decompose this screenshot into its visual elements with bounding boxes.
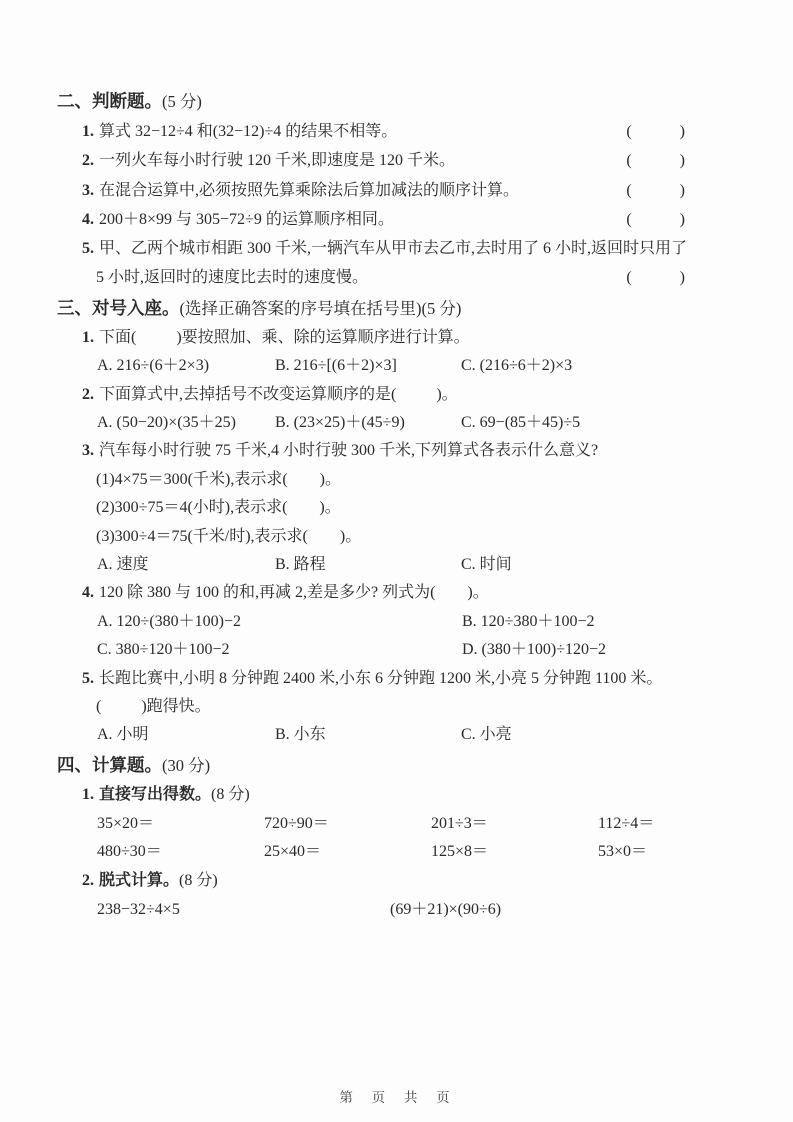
sub-question-text: (2)300÷75＝4(小时),表示求( )。 (96, 499, 341, 517)
sub-number: 2. (82, 872, 94, 890)
question-text-continued: ( )跑得快。 (96, 698, 211, 716)
page-footer: 第 页 共 页 (339, 1090, 454, 1105)
question-text: 长跑比赛中,小明 8 分钟跑 2400 米,小东 6 分钟跑 1200 米,小亮 5 分钟跑 1100 米。 (99, 669, 663, 687)
question-text: 汽车每小时行驶 75 千米,4 小时行驶 300 千米,下列算式各表示什么意义? (99, 442, 599, 460)
judgment-item-2 (57, 146, 741, 175)
sub-title: 直接写出得数。 (99, 785, 212, 803)
question-number: 3. (82, 181, 94, 199)
question-text: 算式 32−12÷4 和(32−12)÷4 的结果不相等。 (99, 123, 398, 140)
question-number: 1. (82, 328, 94, 346)
choice-question-5-continued (57, 693, 741, 721)
choice-question-2 (57, 381, 741, 409)
mental-math-row-2 (57, 838, 741, 867)
math-expression: 112÷4＝ (598, 814, 655, 832)
option-b: B. 路程 (275, 556, 326, 574)
math-expression: 201÷3＝ (431, 814, 488, 832)
answer-bracket: ( ) (626, 269, 685, 287)
question-text: 甲、乙两个城市相距 300 千米,一辆汽车从甲市去乙市,去时用了 6 小时,返回时只用了 (99, 240, 688, 258)
choice-question-3-options (57, 551, 741, 579)
option-a: A. 216÷(6＋2×3) (97, 357, 210, 375)
judgment-item-1 (57, 117, 741, 146)
judgment-item-5 (57, 234, 741, 263)
math-expression: 480÷30＝ (97, 843, 162, 861)
question-number: 3. (82, 442, 94, 460)
option-a: A. (50−20)×(35＋25) (97, 414, 236, 431)
option-c: C. 69−(85＋45)÷5 (461, 414, 581, 431)
section-judgment-points: (5 分) (162, 92, 202, 111)
sub-question-text: (1)4×75＝300(千米),表示求( )。 (96, 470, 341, 488)
option-b: B. 小东 (275, 726, 326, 744)
choice-question-4-options-row-2 (57, 636, 741, 664)
calc-sub-2-header (57, 867, 741, 896)
judgment-item-5-continued (57, 263, 741, 292)
choice-question-3-sub-1 (57, 466, 741, 494)
question-text: 200＋8×99 与 305−72÷9 的运算顺序相同。 (99, 210, 394, 228)
option-c: C. 380÷120＋100−2 (97, 641, 230, 659)
option-c: C. 时间 (461, 556, 512, 574)
question-text-continued: 5 小时,返回时的速度比去时的速度慢。 (96, 269, 369, 287)
section-calculation-header (57, 750, 741, 781)
choice-question-3-sub-2 (57, 494, 741, 522)
step-calculation-row (57, 896, 741, 925)
question-text: 在混合运算中,必须按照先算乘除法后算加减法的顺序计算。 (99, 181, 520, 199)
question-number: 2. (82, 385, 94, 403)
choice-question-3 (57, 437, 741, 465)
math-expression: 125×8＝ (431, 843, 489, 861)
sub-title: 脱式计算。 (99, 872, 180, 890)
option-a: A. 速度 (97, 556, 149, 574)
choice-question-5-options (57, 721, 741, 749)
section-choice-header (57, 293, 741, 324)
section-calculation-points: (30 分) (162, 755, 211, 775)
answer-bracket: ( ) (626, 123, 685, 140)
judgment-item-4 (57, 205, 741, 234)
choice-question-3-sub-3 (57, 523, 741, 551)
mental-math-row-1 (57, 810, 741, 839)
answer-bracket: ( ) (626, 181, 685, 199)
question-text: 120 除 380 与 100 的和,再减 2,差是多少? 列式为( )。 (99, 584, 489, 602)
option-a: A. 120÷(380＋100)−2 (97, 612, 242, 630)
sub-number: 1. (82, 785, 94, 803)
section-choice-title: 三、对号入座。 (57, 297, 180, 318)
section-judgment-header (57, 86, 741, 117)
question-number: 4. (82, 584, 94, 602)
question-number: 4. (82, 210, 94, 228)
math-expression: 35×20＝ (97, 814, 155, 832)
worksheet-content (57, 86, 741, 925)
question-text: 下面( )要按照加、乘、除的运算顺序进行计算。 (99, 328, 470, 346)
section-choice-subtitle: (选择正确答案的序号填在括号里)(5 分) (179, 298, 462, 318)
choice-question-4 (57, 579, 741, 607)
question-number: 2. (82, 152, 94, 170)
option-d: D. (380＋100)÷120−2 (462, 641, 607, 659)
sub-points: (8 分) (211, 785, 250, 803)
choice-question-2-options (57, 409, 741, 437)
math-expression: 238−32÷4×5 (97, 901, 180, 919)
section-calculation-title: 四、计算题。 (57, 754, 162, 775)
math-expression: 53×0＝ (598, 843, 648, 861)
question-text: 一列火车每小时行驶 120 千米,即速度是 120 千米。 (99, 152, 456, 170)
math-expression: 25×40＝ (264, 843, 322, 861)
choice-question-5 (57, 665, 741, 693)
section-judgment-title: 二、判断题。 (57, 91, 162, 111)
option-b: B. 216÷[(6＋2)×3] (275, 357, 397, 375)
math-expression: 720÷90＝ (264, 814, 329, 832)
question-number: 5. (82, 669, 94, 687)
question-text: 下面算式中,去掉括号不改变运算顺序的是( )。 (99, 385, 458, 403)
answer-bracket: ( ) (626, 210, 685, 228)
math-expression: (69＋21)×(90÷6) (390, 901, 502, 919)
choice-question-1 (57, 324, 741, 352)
option-b: B. 120÷380＋100−2 (462, 612, 595, 630)
choice-question-4-options-row-1 (57, 608, 741, 636)
option-b: B. (23×25)＋(45÷9) (275, 414, 405, 431)
option-c: C. 小亮 (461, 726, 512, 744)
sub-question-text: (3)300÷4＝75(千米/时),表示求( )。 (96, 527, 362, 545)
choice-question-1-options (57, 352, 741, 380)
calc-sub-1-header (57, 781, 741, 810)
question-number: 1. (82, 123, 94, 140)
judgment-item-3 (57, 176, 741, 205)
sub-points: (8 分) (179, 872, 218, 890)
answer-bracket: ( ) (626, 152, 685, 170)
option-a: A. 小明 (97, 726, 149, 744)
option-c: C. (216÷6＋2)×3 (461, 357, 573, 375)
question-number: 5. (82, 240, 94, 258)
